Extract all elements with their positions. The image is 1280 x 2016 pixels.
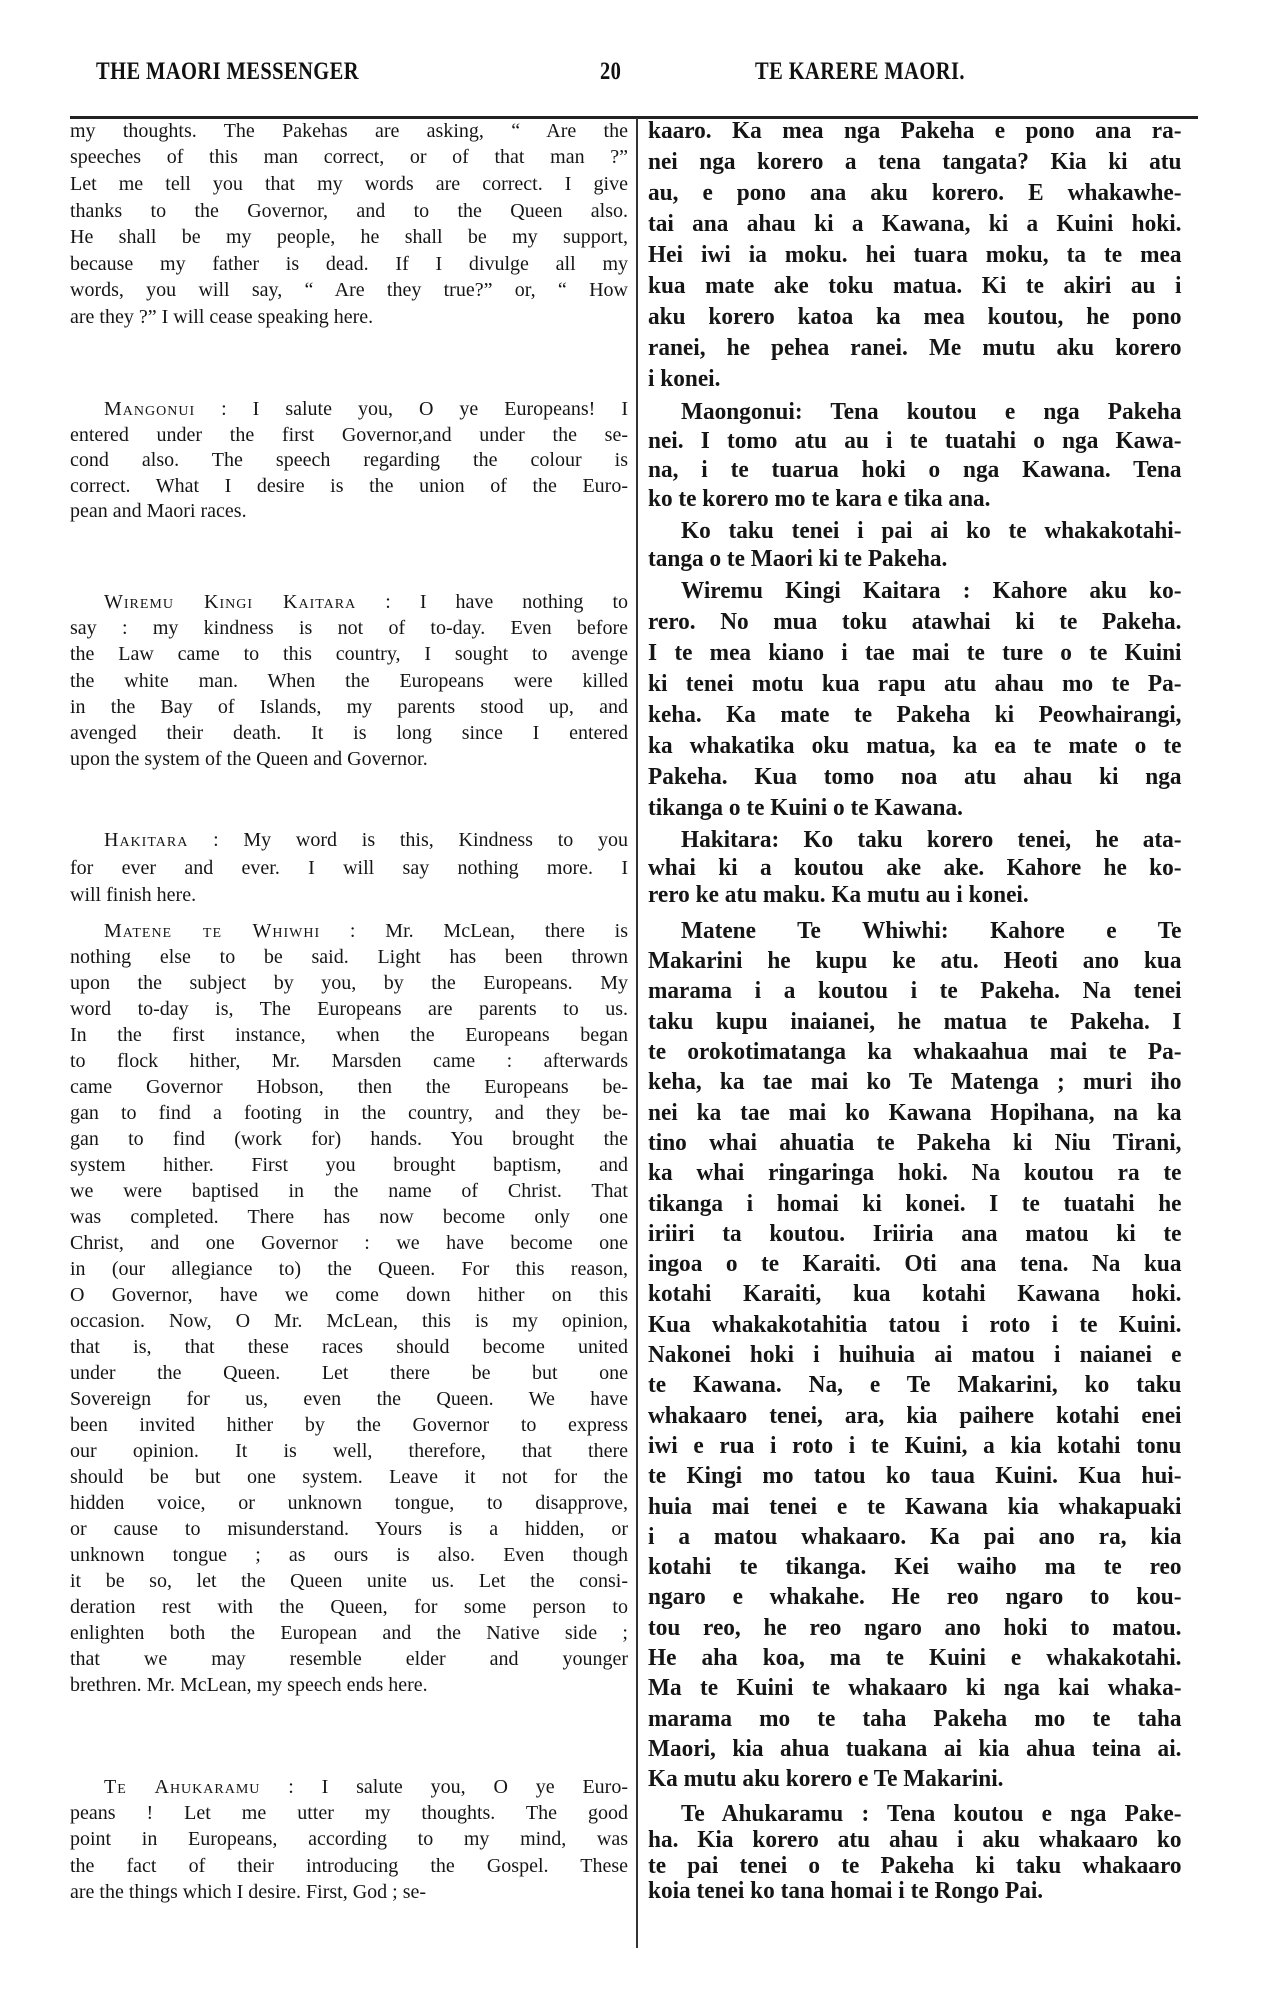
text-line: or cause to misunderstand. Yours is a hidden, or — [70, 1518, 628, 1540]
text-line: point in Europeans, according to my mind, was — [70, 1828, 628, 1851]
text-line: iriiri ta koutou. Iriiria ana matou ki te — [648, 1220, 1182, 1247]
text-line: that is, that these races should become united — [70, 1336, 628, 1358]
text-line: rero. No mua toku atawhai ki te Pakeha. — [648, 608, 1182, 635]
text-line: ngaro e whakahe. He reo ngaro to kou- — [648, 1584, 1182, 1611]
text-line: for ever and ever. I will say nothing more. I — [70, 856, 628, 879]
text-line: te Kawana. Na, e Te Makarini, ko taku — [648, 1372, 1182, 1399]
text-line: tai ana ahau ki a Kawana, ki a Kuini hoki. — [648, 210, 1182, 237]
text-line: Maongonui: Tena koutou e nga Pakeha — [680, 398, 1182, 425]
text-line: gan to find (work for) hands. You brought the — [70, 1128, 628, 1150]
text-line: the Law came to this country, I sought to avenge — [70, 643, 628, 666]
text-line: came Governor Hobson, then the Europeans be- — [70, 1076, 628, 1098]
text-line: te pai tenei o te Pakeha ki taku whakaaro — [648, 1852, 1182, 1879]
text-line: our opinion. It is well, therefore, that there — [70, 1440, 628, 1462]
text-line: Hei iwi ia moku. hei tuara moku, ta te mea — [648, 241, 1182, 268]
column-divider — [636, 118, 638, 1948]
text-line: Kua whakakotahitia tatou i roto i te Kuini. — [648, 1311, 1182, 1338]
speaker-name: Mangonui — [104, 398, 196, 421]
text-line: taku kupu inaianei, he matua te Pakeha. I — [648, 1008, 1182, 1035]
text-line: na, i te tuarua hoki o nga Kawana. Tena — [648, 456, 1182, 483]
text-line: to flock hither, Mr. Marsden came : afterwards — [70, 1050, 628, 1072]
text-line: under the Queen. Let there be but one — [70, 1362, 628, 1384]
text-line: occasion. Now, O Mr. McLean, this is my opinion, — [70, 1310, 628, 1332]
text-line: kotahi te tikanga. Kei waiho ma te reo — [648, 1554, 1182, 1581]
text-line: been invited hither by the Governor to express — [70, 1414, 628, 1436]
masthead-english-title: THE MAORI MESSENGER — [96, 58, 359, 85]
text-line: huia mai tenei e te Kawana kia whakapuaki — [648, 1493, 1182, 1520]
text-line: system hither. First you brought baptism, and — [70, 1154, 628, 1176]
text-line: ha. Kia korero atu ahau i aku whakaaro ko — [648, 1826, 1182, 1853]
text-line: upon the system of the Queen and Governor. — [70, 748, 428, 771]
text-line: aku korero katoa ka mea koutou, he pono — [648, 303, 1182, 330]
text-line: keha. Ka mate te Pakeha ki Peowhairangi, — [648, 701, 1182, 728]
text-line: O Governor, have we come down hither on this — [70, 1284, 628, 1306]
text-line: are they ?” I will cease speaking here. — [70, 305, 374, 328]
text-line: hidden voice, or unknown tongue, to disapprove, — [70, 1492, 628, 1514]
text-line: pean and Maori races. — [70, 500, 247, 523]
text-line: nei ka tae mai ko Kawana Hopihana, na ka — [648, 1099, 1182, 1126]
text-line: enlighten both the European and the Native side ; — [70, 1622, 628, 1644]
text-line: Te Ahukaramu : I salute you, O ye Euro- — [104, 1775, 628, 1798]
text-line: iwi e rua i roto i te Kuini, a kia kotahi tonu — [648, 1432, 1182, 1459]
text-line: ko te korero mo te kara e tika ana. — [648, 485, 991, 512]
text-line: nei nga korero a tena tangata? Kia ki atu — [648, 148, 1182, 175]
text-line: au, e pono ana aku korero. E whakawhe- — [648, 179, 1182, 206]
text-line: Ka mutu aku korero e Te Makarini. — [648, 1766, 1004, 1793]
text-line: peans ! Let me utter my thoughts. The good — [70, 1802, 628, 1825]
text-line: tino whai ahuatia te Pakeha ki Niu Tirani, — [648, 1129, 1182, 1156]
page-number: 20 — [600, 58, 622, 85]
text-line: whai ki a koutou ake ake. Kahore he ko- — [648, 854, 1182, 881]
text-line: te Kingi mo tatou ko taua Kuini. Kua hui- — [648, 1463, 1182, 1490]
text-line: Makarini he kupu ke atu. Heoti ano kua — [648, 948, 1182, 975]
text-line: ranei, he pehea ranei. Me mutu aku korero — [648, 334, 1182, 361]
text-line: Hakitara: Ko taku korero tenei, he ata- — [680, 827, 1182, 854]
text-line: Maori, kia ahua tuakana ai kia ahua teina ai. — [648, 1735, 1182, 1762]
speaker-name: Wiremu Kingi Kaitara — [104, 590, 357, 613]
text-line: tikanga o te Kuini o te Kawana. — [648, 794, 963, 821]
text-line: upon the subject by you, by the Europeans. My — [70, 972, 628, 994]
text-line: word to-day is, The Europeans are parents to us. — [70, 998, 628, 1020]
text-line: marama mo te taha Pakeha mo te taha — [648, 1705, 1182, 1732]
text-line: avenged their death. It is long since I entered — [70, 721, 628, 744]
text-line: was completed. There has now become only one — [70, 1206, 628, 1228]
text-line: nothing else to be said. Light has been thrown — [70, 946, 628, 968]
text-line: that we may resemble elder and younger — [70, 1648, 628, 1670]
text-line: speeches of this man correct, or of that man ?” — [70, 146, 628, 169]
text-line: entered under the first Governor,and under the se- — [70, 423, 628, 446]
text-line: Ma te Kuini te whakaaro ki nga kai whaka- — [648, 1675, 1182, 1702]
text-line: the white man. When the Europeans were killed — [70, 669, 628, 692]
text-line: kua mate ake toku matua. Ki te akiri au i — [648, 272, 1182, 299]
text-line: Mangonui : I salute you, O ye Europeans! I — [104, 398, 628, 421]
text-line: rero ke atu maku. Ka mutu au i konei. — [648, 882, 1029, 909]
text-line: Let me tell you that my words are correct. I give — [70, 172, 628, 195]
speaker-name: Te Ahukaramu — [104, 1775, 261, 1798]
speaker-name: Matene te Whiwhi — [104, 920, 321, 942]
text-line: in the Bay of Islands, my parents stood up, and — [70, 695, 628, 718]
text-line: Hakitara : My word is this, Kindness to you — [104, 829, 628, 852]
text-line: it be so, let the Queen unite us. Let the consi- — [70, 1570, 628, 1592]
text-line: ingoa o te Karaiti. Oti ana tena. Na kua — [648, 1251, 1182, 1278]
text-line: nei. I tomo atu au i te tuatahi o nga Kawa- — [648, 427, 1182, 454]
text-line: Te Ahukaramu : Tena koutou e nga Pake- — [680, 1801, 1182, 1828]
text-line: tou reo, he reo ngaro ano hoki to matou. — [648, 1614, 1182, 1641]
text-line: Wiremu Kingi Kaitara : Kahore aku ko- — [680, 577, 1182, 604]
text-line: I te mea kiano i tae mai te ture o te Kuini — [648, 639, 1182, 666]
text-line: say : my kindness is not of to-day. Even before — [70, 617, 628, 640]
text-line: In the first instance, when the Europeans began — [70, 1024, 628, 1046]
text-line: Ko taku tenei i pai ai ko te whakakotahi- — [680, 518, 1182, 544]
text-line: Matene te Whiwhi : Mr. McLean, there is — [104, 920, 628, 942]
text-line: He aha koa, ma te Kuini e whakakotahi. — [648, 1645, 1182, 1672]
text-line: koia tenei ko tana homai i te Rongo Pai. — [648, 1878, 1044, 1905]
text-line: thanks to the Governor, and to the Queen also. — [70, 199, 628, 222]
text-line: tanga o te Maori ki te Pakeha. — [648, 546, 948, 572]
text-line: kaaro. Ka mea nga Pakeha e pono ana ra- — [648, 117, 1182, 144]
text-line: should be but one system. Leave it not for the — [70, 1466, 628, 1488]
text-line: Wiremu Kingi Kaitara : I have nothing to — [104, 590, 628, 613]
text-line: whakaaro tenei, ara, kia paihere kotahi enei — [648, 1402, 1182, 1429]
masthead-maori-title: TE KARERE MAORI. — [755, 58, 965, 85]
text-line: unknown tongue ; as ours is also. Even though — [70, 1544, 628, 1566]
text-line: Christ, and one Governor : we have become one — [70, 1232, 628, 1254]
text-line: will finish here. — [70, 884, 197, 907]
text-line: keha, ka tae mai ko Te Matenga ; muri iho — [648, 1069, 1182, 1096]
text-line: because my father is dead. If I divulge all my — [70, 252, 628, 275]
text-line: words, you will say, “ Are they true?” or, “ How — [70, 279, 628, 302]
text-line: kotahi Karaiti, kua kotahi Kawana hoki. — [648, 1281, 1182, 1308]
text-line: deration rest with the Queen, for some person to — [70, 1596, 628, 1618]
text-line: marama i a koutou i te Pakeha. Na tenei — [648, 978, 1182, 1005]
text-line: my thoughts. The Pakehas are asking, “ Are the — [70, 119, 628, 142]
text-line: brethren. Mr. McLean, my speech ends here. — [70, 1674, 428, 1696]
text-line: ka whakatika oku matua, ka ea te mate o te — [648, 732, 1182, 759]
text-line: He shall be my people, he shall be my support, — [70, 226, 628, 249]
text-line: we were baptised in the name of Christ. That — [70, 1180, 628, 1202]
text-line: cond also. The speech regarding the colour is — [70, 449, 628, 472]
text-line: i konei. — [648, 365, 721, 392]
text-line: Matene Te Whiwhi: Kahore e Te — [680, 917, 1182, 944]
text-line: Sovereign for us, even the Queen. We have — [70, 1388, 628, 1410]
text-line: i a matou whakaaro. Ka pai ano ra, kia — [648, 1523, 1182, 1550]
text-line: Nakonei hoki i huihuia ai matou i naianei e — [648, 1342, 1182, 1369]
text-line: ki tenei motu kua rapu atu ahau mo te Pa- — [648, 670, 1182, 697]
text-line: ka whai ringaringa hoki. Na koutou ra te — [648, 1160, 1182, 1187]
text-line: the fact of their introducing the Gospel. These — [70, 1854, 628, 1877]
text-line: te orokotimatanga ka whakaahua mai te Pa- — [648, 1039, 1182, 1066]
text-line: are the things which I desire. First, God ; se- — [70, 1881, 427, 1904]
text-line: in (our allegiance to) the Queen. For this reason, — [70, 1258, 628, 1280]
text-line: correct. What I desire is the union of the Euro- — [70, 474, 628, 497]
text-line: gan to find a footing in the country, and they be- — [70, 1102, 628, 1124]
speaker-name: Hakitara — [104, 829, 189, 852]
text-line: tikanga i homai ki konei. I te tuatahi he — [648, 1190, 1182, 1217]
text-line: Pakeha. Kua tomo noa atu ahau ki nga — [648, 763, 1182, 790]
